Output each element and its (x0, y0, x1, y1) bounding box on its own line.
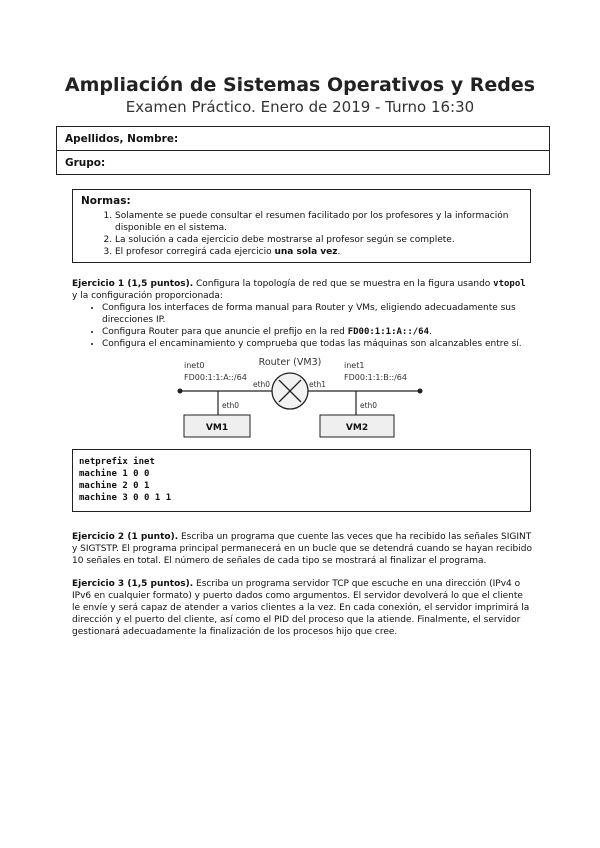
topology-config-block (72, 449, 531, 512)
vm1-label: VM1 (205, 423, 229, 433)
vtopol-code: vtopol (493, 279, 526, 289)
router-eth1-label: eth1 (309, 380, 327, 389)
exercise-1-intro-end: y la configuración proporcionada: (72, 291, 223, 301)
exercise-1-intro (72, 278, 532, 302)
exercise-2 (72, 531, 532, 567)
exercise-3-title: Ejercicio 3 (1,5 puntos). (72, 579, 194, 589)
exercise-3 (72, 578, 532, 638)
task-text: Configura Router para que anuncie el prefijo en la red (102, 327, 348, 337)
group-label: Grupo: (65, 157, 106, 169)
rule-item: 2. La solución a cada ejercicio debe mostrarse al profesor según se complete. (115, 234, 522, 246)
config-line: netprefix inet (79, 457, 155, 467)
right-net-label: inet1 (344, 361, 365, 370)
config-line: machine 3 0 0 1 1 (79, 493, 172, 503)
router-icon (272, 373, 308, 409)
student-id-box (56, 126, 550, 175)
exercise-1-intro-text: Configura la topología de red que se muestra en la figura usando (193, 279, 494, 289)
rule-emphasis: una sola vez (274, 247, 338, 257)
rules-box (72, 189, 531, 263)
right-prefix-label: FD00:1:1:B::/64 (344, 373, 407, 382)
exercise-3-body: Escriba un programa servidor TCP que escuche en una dirección (IPv4 o IPv6 en cualquier formato) y puerto dados como argumentos. El servidor devolverá lo que el cliente le envíe y será capaz de atender a varios clientes a la vez. En cada conexión, el servidor imprimirá la dirección y el puerto del cliente, así como el PID del proceso que la atiende. Finalmente, el servidor gestionará adecuadamente la finalización de los procesos hijo que cree. (72, 579, 530, 637)
rule-item (115, 246, 522, 258)
vm2-label: VM2 (345, 423, 369, 433)
name-field-row (57, 127, 549, 151)
router-label: Router (VM3) (258, 357, 322, 368)
router-eth0-label: eth0 (253, 380, 271, 389)
vm1-eth-label: eth0 (222, 401, 240, 410)
name-label: Apellidos, Nombre: (65, 133, 179, 145)
rules-heading: Normas: (81, 195, 131, 207)
rule-end: . (337, 247, 341, 257)
left-network-endpoint (178, 389, 183, 394)
config-line: machine 2 0 1 (79, 481, 150, 491)
task-item: • Configura el encaminamiento y comprueba que todas las máquinas son alcanzables entre sí. (102, 338, 532, 350)
vm2-eth-label: eth0 (360, 401, 378, 410)
rule-item: 1. Solamente se puede consultar el resumen facilitado por los profesores y la información disponible en el sistema. (115, 210, 522, 234)
task-end: . (429, 327, 432, 337)
left-prefix-label: FD00:1:1:A::/64 (184, 373, 247, 382)
task-item (102, 326, 532, 338)
exam-title: Ampliación de Sistemas Operativos y Redes (64, 74, 536, 96)
prefix-code: FD00:1:1:A::/64 (347, 327, 429, 337)
exercise-1-title: Ejercicio 1 (1,5 puntos). (72, 279, 194, 289)
exercise-2-title: Ejercicio 2 (1 punto). (72, 532, 179, 542)
exercise-2-body: Escriba un programa que cuente las veces que ha recibido las señales SIGINT y SIGTSTP. El programa principal permanecerá en un bucle que se detendrá cuando se hayan recibido 10 señales en total. El número de señales de cada tipo se mostrará al finalizar el programa. (72, 532, 532, 566)
rules-list (81, 210, 522, 258)
exercise-1-tasks (72, 302, 532, 350)
config-line: machine 1 0 0 (79, 469, 150, 479)
exam-subtitle: Examen Práctico. Enero de 2019 - Turno 16:30 (125, 98, 475, 116)
task-item: • Configura los interfaces de forma manual para Router y VMs, eligiendo adecuadamente sus direcciones IP. (102, 302, 532, 326)
exercise-1 (72, 278, 532, 350)
network-topology-diagram (0, 350, 600, 445)
left-net-label: inet0 (184, 361, 205, 370)
group-field-row (57, 151, 549, 175)
rule-text: El profesor corregirá cada ejercicio (115, 247, 275, 257)
right-network-endpoint (418, 389, 423, 394)
